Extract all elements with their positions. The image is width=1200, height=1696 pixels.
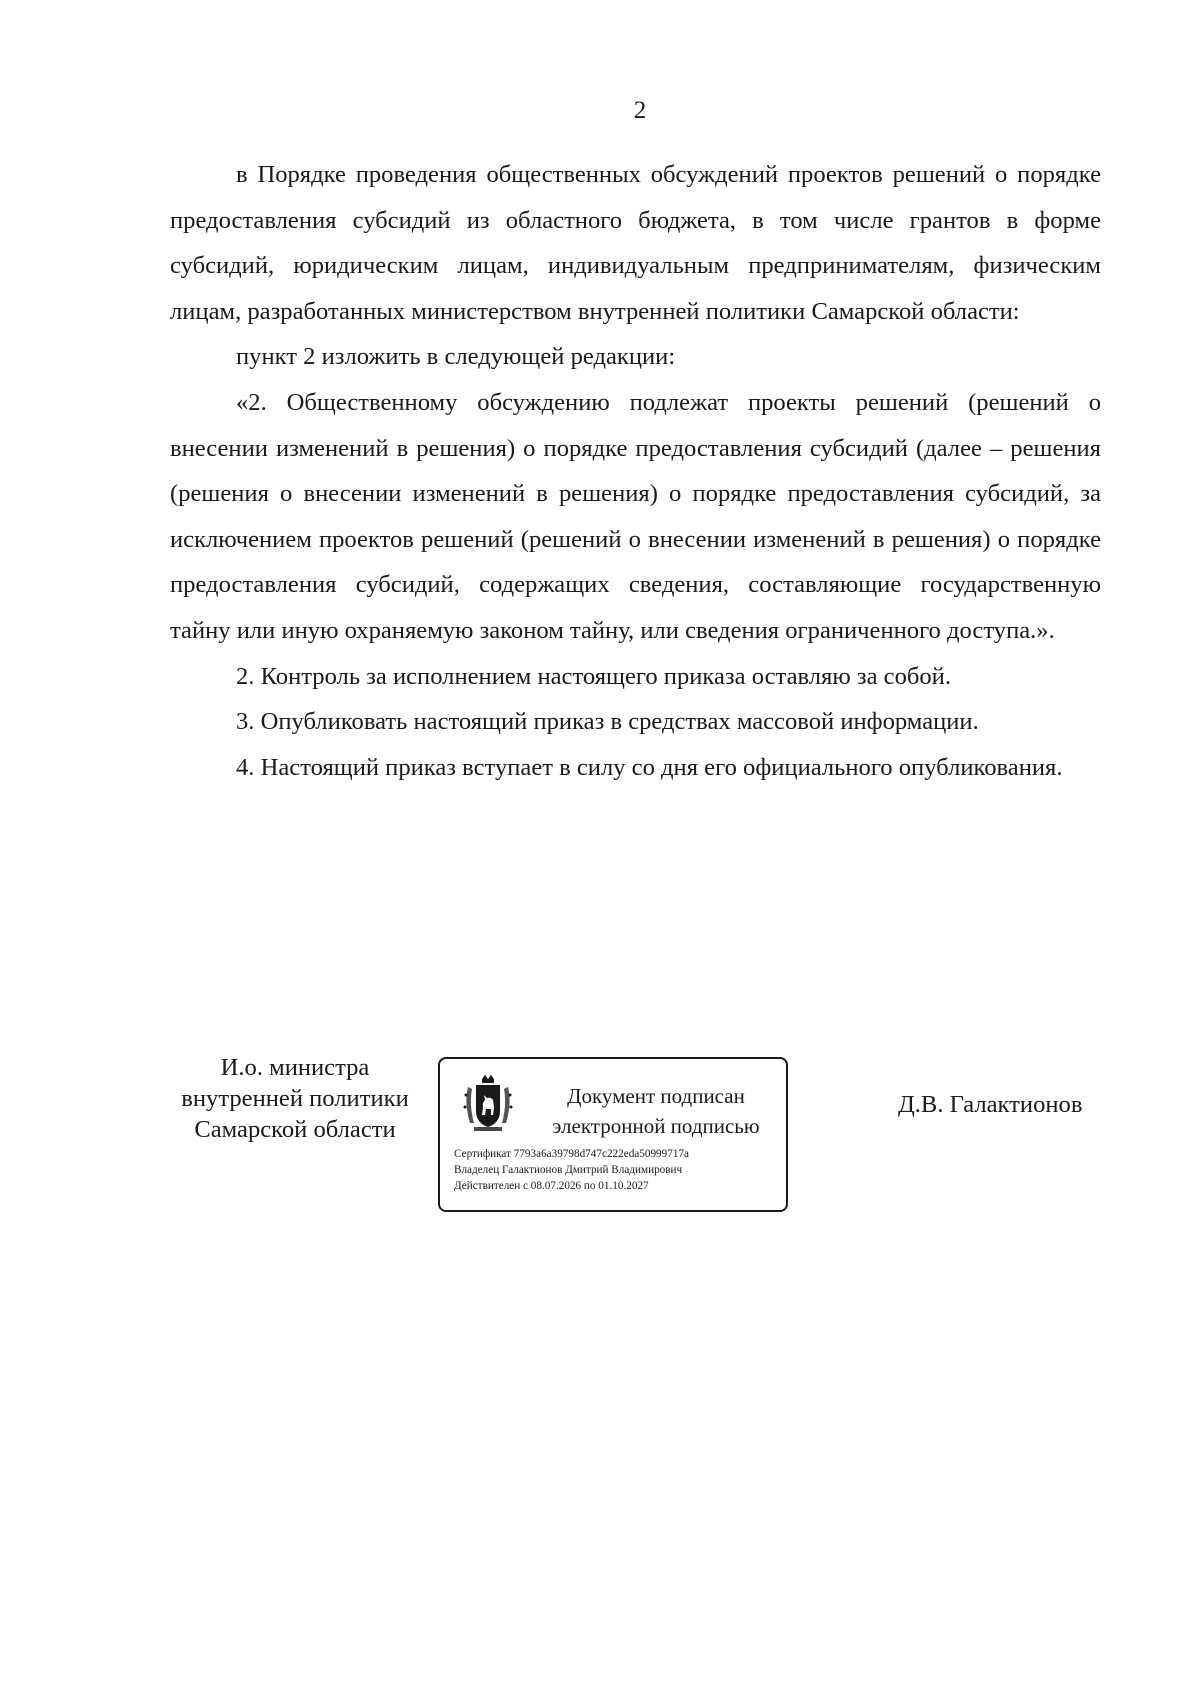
paragraph-effective: 4. Настоящий приказ вступает в силу со дня его официального опубликования. [236,753,1063,781]
e-signature-stamp [438,1057,788,1212]
signatory-title [160,1052,430,1145]
coat-of-arms-icon [460,1073,516,1133]
paragraph-publish: 3. Опубликовать настоящий приказ в средствах массовой информации. [236,708,979,736]
paragraph-new-clause-2: «2. Общественному обсуждению подлежат проекты решений (решений о внесении изменений в решения) о порядке предоставления субсидий (далее – решения (решения о внесении изменений в решения) о порядке предоставления субсидий, за исключением проектов решений (решений о внесении изменений в решения) о порядке предоставления субсидий, содержащих сведения, составляющие государственную тайну или иную охраняемую законом тайну, или сведения ограниченного доступа.». [170,388,1101,644]
paragraph-procedure: в Порядке проведения общественных обсуждений проектов решений о порядке предоставления субсидий из областного бюджета, в том числе грантов в форме субсидий, юридическим лицам, индивидуальным предпринимателям, физическим лицам, разработанных министерством внутренней политики Самарской области: [170,161,1101,325]
stamp-heading-line: Документ подписан [567,1084,745,1108]
paragraph-amendment-intro: пункт 2 изложить в следующей редакции: [236,343,676,371]
stamp-details [454,1146,689,1194]
signatory-title-line: Самарской области [194,1116,396,1143]
certificate-owner: Владелец Галактионов Дмитрий Владимирович [454,1164,683,1176]
paragraph-control: 2. Контроль за исполнением настоящего приказа оставляю за собой. [236,662,951,690]
stamp-heading [536,1081,776,1141]
signatory-title-line: И.о. министра [220,1054,370,1081]
signatory-title-line: внутренней политики [181,1085,409,1112]
page-number: 2 [633,97,647,124]
certificate-number: Сертификат 7793a6a39798d747c222eda50999717a [454,1148,689,1160]
signer-name: Д.В. Галактионов [898,1091,1083,1118]
document-body [170,152,1101,790]
stamp-heading-line: электронной подписью [552,1114,760,1138]
certificate-validity: Действителен с 08.07.2026 по 01.10.2027 [454,1180,649,1192]
